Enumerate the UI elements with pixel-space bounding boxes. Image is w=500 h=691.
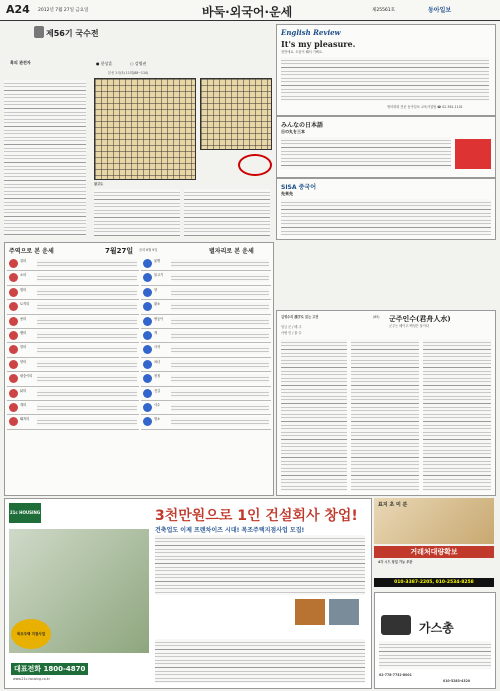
- english-review: [276, 24, 496, 116]
- sagittarius-icon: [143, 403, 152, 412]
- list-item: 염소: [141, 415, 271, 429]
- rooster-icon: [9, 389, 18, 398]
- go-board: [94, 78, 196, 180]
- section-title: 바둑·외국어·운세: [202, 5, 293, 19]
- hanja-body-1: [281, 339, 347, 491]
- gas-phone: 02-778-7732-8001: [379, 673, 412, 677]
- chinese-title: SISA 중국어: [281, 184, 316, 191]
- english-title: English Review: [281, 28, 341, 37]
- book-ad-title: 표지 초 미 분: [378, 502, 408, 508]
- horoscope-date-sub: 음력 6월 9일: [139, 248, 158, 252]
- japanese-box: [276, 116, 496, 178]
- hanja-body-2: [351, 339, 419, 491]
- ox-icon: [9, 273, 18, 282]
- housing-footer: [155, 639, 365, 683]
- housing-badge: 목조주택 지점사업: [11, 619, 51, 649]
- list-item: 양: [141, 286, 271, 300]
- housing-url: www.21c-housing.co.kr: [13, 677, 50, 681]
- housing-body: [155, 535, 365, 595]
- horse-icon: [9, 345, 18, 354]
- hanja-reading-2: 사람 인 / 물 수: [281, 331, 302, 335]
- list-item: 말띠: [7, 343, 139, 357]
- horoscope-title: 주역으로 본 운세: [9, 248, 54, 255]
- aries-icon: [143, 288, 152, 297]
- list-item: 원숭이띠: [7, 372, 139, 386]
- housing-headline: 3천만원으로 1인 건설회사 창업!: [155, 508, 358, 524]
- go-commentary-1: [4, 80, 86, 236]
- japanese-headline: 日の丸を三本: [281, 129, 305, 134]
- hanja-sub: 군주는 배이고 백성은 물이다: [389, 324, 429, 328]
- horoscope-right-title: 별자리로 본 운세: [209, 248, 254, 255]
- list-item: 물고기: [141, 271, 271, 285]
- deal-phone: 010-3387-2205, 010-2534-8258: [374, 578, 494, 587]
- issue-number: 제25561호: [372, 8, 396, 13]
- japanese-body: [281, 137, 451, 169]
- pisces-icon: [143, 273, 152, 282]
- page-header: [0, 0, 500, 21]
- kia-logo: [238, 154, 272, 176]
- gas-title: 가스총: [419, 621, 454, 635]
- list-item: 천칭: [141, 372, 271, 386]
- gemini-icon: [143, 317, 152, 326]
- chinese-headline: 先来先: [281, 191, 293, 196]
- go-trophy-icon: [34, 26, 44, 38]
- go-meta: 본선 1국(5) 11회(88~110): [108, 71, 149, 75]
- list-item: 전갈: [141, 387, 271, 401]
- paper-name: 동아일보: [428, 7, 452, 14]
- go-column: [4, 24, 272, 239]
- dog-icon: [9, 403, 18, 412]
- hanja-title: 군주인수(君舟人水): [389, 314, 451, 323]
- list-item: 토끼띠: [7, 300, 139, 314]
- list-item: 닭띠: [7, 387, 139, 401]
- housing-sub: 건축업도 이제 프랜차이즈 시대! 목조주택지점사업 모집!: [155, 527, 305, 534]
- snake-icon: [9, 331, 18, 340]
- rabbit-icon: [9, 302, 18, 311]
- list-item: 쌍둥이: [141, 315, 271, 329]
- book-ad: [374, 498, 494, 544]
- english-headline: It's my pleasure.: [281, 39, 356, 49]
- japanese-title: みんなの日本語: [281, 122, 324, 129]
- sheep-icon: [9, 360, 18, 369]
- hanja-number: (85): [373, 315, 380, 319]
- english-sub: 천만에요. 도움이 돼서 기뻐요.: [281, 50, 324, 54]
- star-sign-list: [141, 257, 271, 430]
- go-commentary-2: [94, 189, 180, 236]
- go-commentary-3: [184, 189, 270, 236]
- gas-phone-2: 010-5283-4320: [443, 679, 471, 683]
- hanja-label: 김영수의 漢字로 읽는 고전: [281, 315, 319, 319]
- list-item: 쥐띠: [7, 257, 139, 271]
- virgo-icon: [143, 360, 152, 369]
- leo-icon: [143, 345, 152, 354]
- tiger-icon: [9, 288, 18, 297]
- list-item: 게: [141, 329, 271, 343]
- list-item: 범띠: [7, 286, 139, 300]
- list-item: 양띠: [7, 358, 139, 372]
- housing-phone: 대표전화 1800-4870: [11, 663, 88, 675]
- capricorn-icon: [143, 417, 152, 426]
- go-white-player: ○ 강병권: [130, 61, 147, 66]
- chinese-body: [281, 199, 491, 235]
- english-body: [281, 57, 489, 101]
- chinese-box: [276, 178, 496, 240]
- housing-logo: 21c HOUSING: [9, 503, 41, 523]
- list-item: 물병: [141, 257, 271, 271]
- libra-icon: [143, 374, 152, 383]
- aquarius-icon: [143, 259, 152, 268]
- go-diagram-caption: 참고도: [94, 182, 104, 186]
- list-item: 뱀띠: [7, 329, 139, 343]
- right-ads: [374, 498, 494, 687]
- gas-body: [379, 641, 491, 669]
- hanja-body-3: [423, 339, 491, 491]
- deal-banner: 거래처대량확보: [374, 546, 494, 558]
- gas-ad: [374, 592, 496, 689]
- horoscope-section: [4, 242, 274, 496]
- list-item: 처녀: [141, 358, 271, 372]
- taurus-icon: [143, 302, 152, 311]
- go-reference-board: [200, 78, 272, 150]
- english-ad: 영어회화 전문 동아일보 교육사업팀 ☎ 02-361-1101: [387, 105, 463, 109]
- japanese-ad-badge: [455, 139, 491, 169]
- list-item: 황소: [141, 300, 271, 314]
- list-item: 사수: [141, 401, 271, 415]
- horoscope-date: 7월27일: [105, 247, 134, 255]
- zodiac-list: [7, 257, 139, 430]
- rat-icon: [9, 259, 18, 268]
- cancer-icon: [143, 331, 152, 340]
- list-item: 소띠: [7, 271, 139, 285]
- deal-sub: 4각 시드 창업 가능 무관: [378, 560, 413, 564]
- page-number: A24: [6, 3, 30, 16]
- scorpio-icon: [143, 389, 152, 398]
- list-item: 돼지띠: [7, 415, 139, 429]
- hanja-reading-1: 임금 군 / 배 주: [281, 325, 302, 329]
- house-photo-2: [329, 599, 359, 625]
- go-title: 제56기 국수전: [46, 29, 99, 38]
- go-black-player: ● 한상훈: [96, 61, 113, 66]
- dragon-icon: [9, 317, 18, 326]
- publish-date: 2012년 7월 27일 금요일: [38, 8, 89, 13]
- hanja-column: [276, 310, 496, 496]
- list-item: 개띠: [7, 401, 139, 415]
- pig-icon: [9, 417, 18, 426]
- gas-gun-icon: [381, 615, 411, 635]
- list-item: 용띠: [7, 315, 139, 329]
- monkey-icon: [9, 374, 18, 383]
- list-item: 사자: [141, 343, 271, 357]
- housing-ad: [4, 498, 372, 689]
- go-sub: 흑의 관전자: [10, 60, 31, 65]
- house-photo-1: [295, 599, 325, 625]
